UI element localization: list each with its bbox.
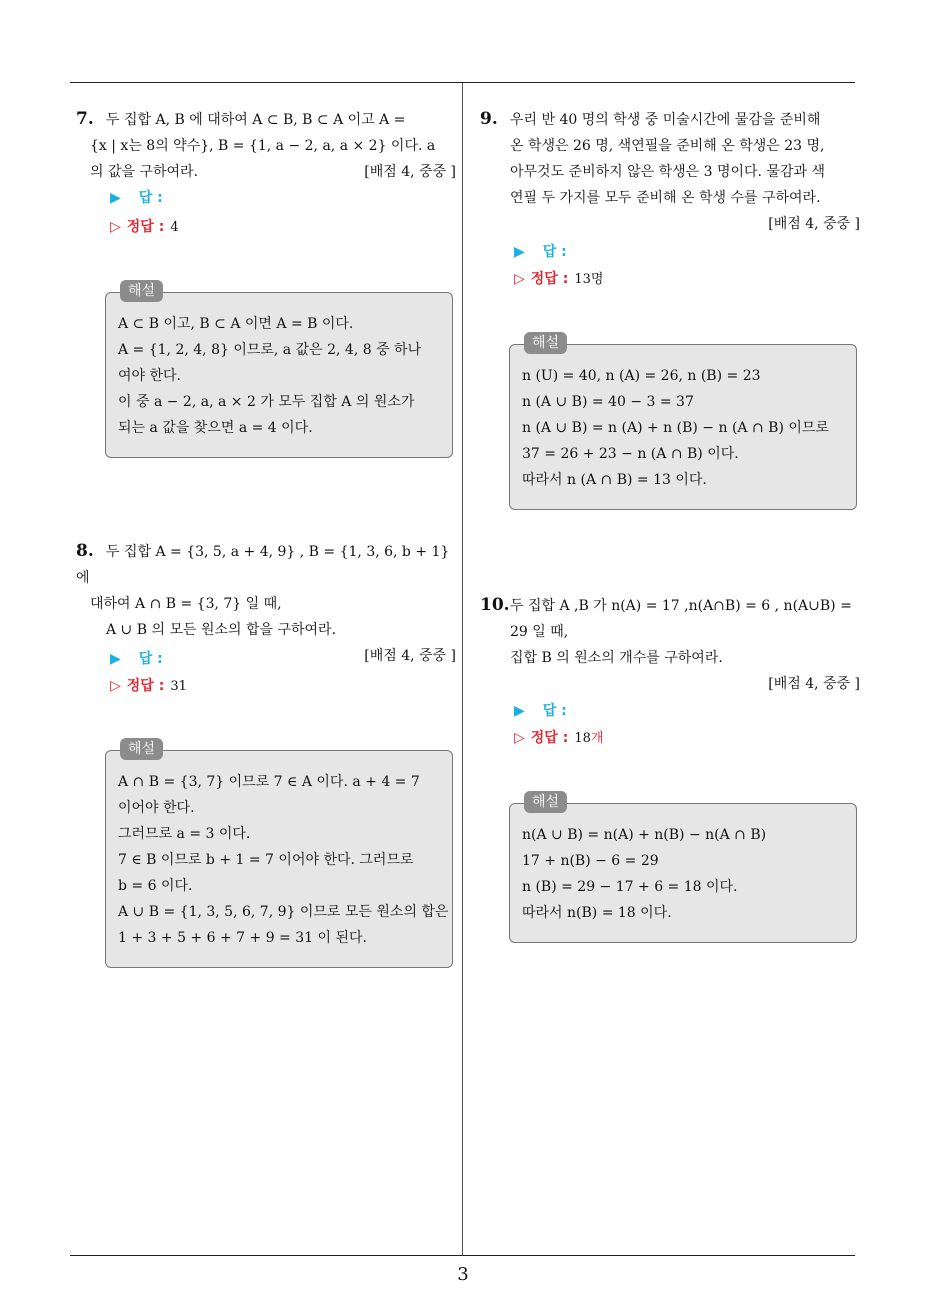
answer-label: 답 : (542, 703, 567, 719)
solution-line: A = {1, 2, 4, 8} 이므로, a 값은 2, 4, 8 중 하나 (118, 342, 422, 358)
bottom-rule (70, 1255, 855, 1256)
outline-arrow-icon: ▷ (110, 678, 121, 694)
problem-number: 9. (480, 109, 498, 129)
solution-tag: 해설 (120, 738, 163, 760)
solution-line: n(A ∪ B) = n(A) + n(B) − n(A ∩ B) (522, 827, 767, 843)
problem-text-line: 두 집합 A, B 에 대하여 A ⊂ B, B ⊂ A 이고 A = (106, 112, 406, 128)
correct-label: 정답 : (126, 678, 165, 694)
problem-number: 7. (76, 109, 94, 129)
score-label: [배점 4, 중중 ] (768, 676, 860, 692)
solution-line: 7 ∈ B 이므로 b + 1 = 7 이어야 한다. 그러므로 (118, 852, 414, 868)
solution-box-8 (105, 741, 453, 968)
problem-10 (480, 592, 860, 697)
correct-value: 18 (574, 731, 591, 746)
solution-box-9 (509, 335, 857, 510)
answer-row (110, 648, 163, 670)
solution-line: n (B) = 29 − 17 + 6 = 18 이다. (522, 879, 738, 895)
play-arrow-icon: ▶ (110, 190, 121, 206)
score-label: [배점 4, 중중 ] (364, 648, 456, 664)
solution-line: 따라서 n (A ∩ B) = 13 이다. (522, 472, 707, 488)
answer-label: 답 : (138, 190, 163, 206)
solution-tag: 해설 (524, 332, 567, 354)
correct-answer-row (110, 216, 179, 239)
answer-row (110, 187, 163, 209)
correct-label: 정답 : (530, 271, 569, 287)
solution-line: n (A ∪ B) = n (A) + n (B) − n (A ∩ B) 이므로 (522, 420, 829, 436)
outline-arrow-icon: ▷ (110, 219, 121, 235)
problem-text-line: 집합 B 의 원소의 개수를 구하여라. (510, 650, 723, 666)
solution-line: A ∪ B = {1, 3, 5, 6, 7, 9} 이므로 모든 원소의 합은 (118, 904, 449, 920)
problem-text-line: 의 값을 구하여라. (90, 164, 199, 180)
problem-text-line: {x | x는 8의 약수}, B = {1, a − 2, a, a × 2} 이다. a (90, 138, 436, 154)
solution-line: b = 6 이다. (118, 878, 193, 894)
problem-text-line: A ∪ B 의 모든 원소의 합을 구하여라. (106, 622, 337, 638)
score-label: [배점 4, 중중 ] (364, 164, 456, 180)
correct-answer-row (514, 727, 603, 750)
solution-line: 17 + n(B) − 6 = 29 (522, 853, 659, 869)
correct-label: 정답 : (126, 219, 165, 235)
problem-number: 8. (76, 541, 94, 561)
play-arrow-icon: ▶ (514, 703, 525, 719)
solution-line: 1 + 3 + 5 + 6 + 7 + 9 = 31 이 된다. (118, 930, 367, 946)
solution-box-10 (509, 794, 857, 943)
problem-text-line: 연필 두 가지를 모두 준비해 온 학생 수를 구하여라. (510, 190, 821, 206)
page-number: 3 (457, 1264, 469, 1285)
correct-value: 4 (170, 220, 179, 235)
correct-unit: 개 (590, 731, 604, 746)
problem-text-line: 아무것도 준비하지 않은 학생은 3 명이다. 물감과 색 (510, 164, 825, 180)
solution-line: 여야 한다. (118, 368, 181, 384)
problem-text-line: 두 집합 A ,B 가 n(A) = 17 ,n(A∩B) = 6 , n(A∪B) = (510, 598, 852, 614)
problem-text-line: 대하여 A ∩ B = {3, 7} 일 때, (90, 596, 282, 612)
problem-text-line: 29 일 때, (510, 624, 569, 640)
solution-line: A ∩ B = {3, 7} 이므로 7 ∈ A 이다. a + 4 = 7 (118, 774, 420, 790)
answer-label: 답 : (542, 244, 567, 260)
outline-arrow-icon: ▷ (514, 730, 525, 746)
play-arrow-icon: ▶ (110, 651, 121, 667)
problem-number: 10. (480, 595, 510, 615)
correct-label: 정답 : (530, 730, 569, 746)
outline-arrow-icon: ▷ (514, 271, 525, 287)
answer-row (514, 241, 567, 263)
solution-line: n (U) = 40, n (A) = 26, n (B) = 23 (522, 368, 761, 384)
solution-tag: 해설 (120, 280, 163, 302)
score-label: [배점 4, 중중 ] (768, 216, 860, 232)
problem-text-line: 온 학생은 26 명, 색연필을 준비해 온 학생은 23 명, (510, 138, 825, 154)
correct-answer-row (110, 675, 187, 698)
column-divider (462, 83, 463, 1255)
solution-line: 따라서 n(B) = 18 이다. (522, 905, 672, 921)
problem-7 (76, 106, 456, 185)
solution-line: 그러므로 a = 3 이다. (118, 826, 251, 842)
solution-line: 이 중 a − 2, a, a × 2 가 모두 집합 A 의 원소가 (118, 394, 415, 410)
solution-line: 37 = 26 + 23 − n (A ∩ B) 이다. (522, 446, 739, 462)
solution-tag: 해설 (524, 791, 567, 813)
correct-value: 13명 (574, 272, 604, 287)
solution-line: n (A ∪ B) = 40 − 3 = 37 (522, 394, 694, 410)
solution-line: 이어야 한다. (118, 800, 195, 816)
answer-row (514, 700, 567, 722)
solution-line: 되는 a 값을 찾으면 a = 4 이다. (118, 420, 313, 436)
problem-9 (480, 106, 860, 237)
problem-text-line: 두 집합 A = {3, 5, a + 4, 9} , B = {1, 3, 6, b + 1} 에 (76, 544, 450, 586)
problem-text-line: 우리 반 40 명의 학생 중 미술시간에 물감을 준비해 (510, 112, 821, 128)
solution-line: A ⊂ B 이고, B ⊂ A 이면 A = B 이다. (118, 316, 354, 332)
correct-answer-row (514, 268, 603, 291)
solution-box-7 (105, 283, 453, 458)
correct-value: 31 (170, 679, 187, 694)
answer-label: 답 : (138, 651, 163, 667)
play-arrow-icon: ▶ (514, 244, 525, 260)
